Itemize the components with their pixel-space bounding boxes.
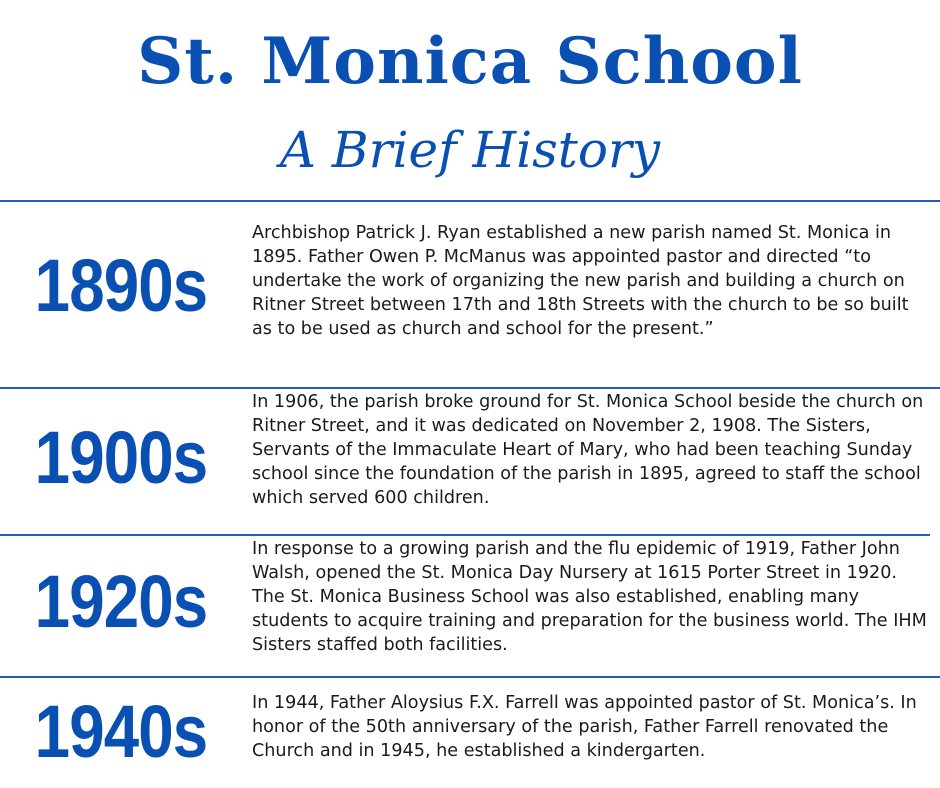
divider (0, 200, 940, 202)
decade-label-1940s: 1940s (34, 690, 208, 773)
decade-label-1900s: 1900s (34, 416, 208, 499)
history-text-1920s: In response to a growing parish and the flu epidemic of 1919, Father John Walsh, opened the St. Monica Day Nursery at 1615 Porter Street in 1920. The St. Monica Business School was also established, enabling many students to acquire training and preparation for the business world. The IHM Sisters staffed both facilities. (252, 539, 927, 655)
decade-label-1920s: 1920s (34, 560, 208, 643)
divider (0, 387, 940, 389)
divider (0, 534, 930, 536)
divider (0, 676, 940, 678)
history-text-1940s: In 1944, Father Aloysius F.X. Farrell was appointed pastor of St. Monica’s. In honor of the 50th anniversary of the parish, Father Farrell renovated the Church and in 1945, he established a kindergarten. (252, 693, 917, 761)
history-text-1900s: In 1906, the parish broke ground for St. Monica School beside the church on Ritner Street, and it was dedicated on November 2, 1908. The Sisters, Servants of the Immaculate Heart of Mary, who had been teaching Sunday school since the foundation of the parish in 1895, agreed to staff the school which served 600 children. (252, 392, 924, 508)
page-subtitle: A Brief History (279, 121, 661, 179)
page-title: St. Monica School (137, 24, 803, 99)
decade-label-1890s: 1890s (34, 244, 208, 327)
history-text-1890s: Archbishop Patrick J. Ryan established a new parish named St. Monica in 1895. Father Owen P. McManus was appointed pastor and directed “to undertake the work of organizing the new parish and building a church on Ritner Street between 17th and 18th Streets with the church to be so built as to be used as church and school for the present.” (252, 223, 909, 339)
